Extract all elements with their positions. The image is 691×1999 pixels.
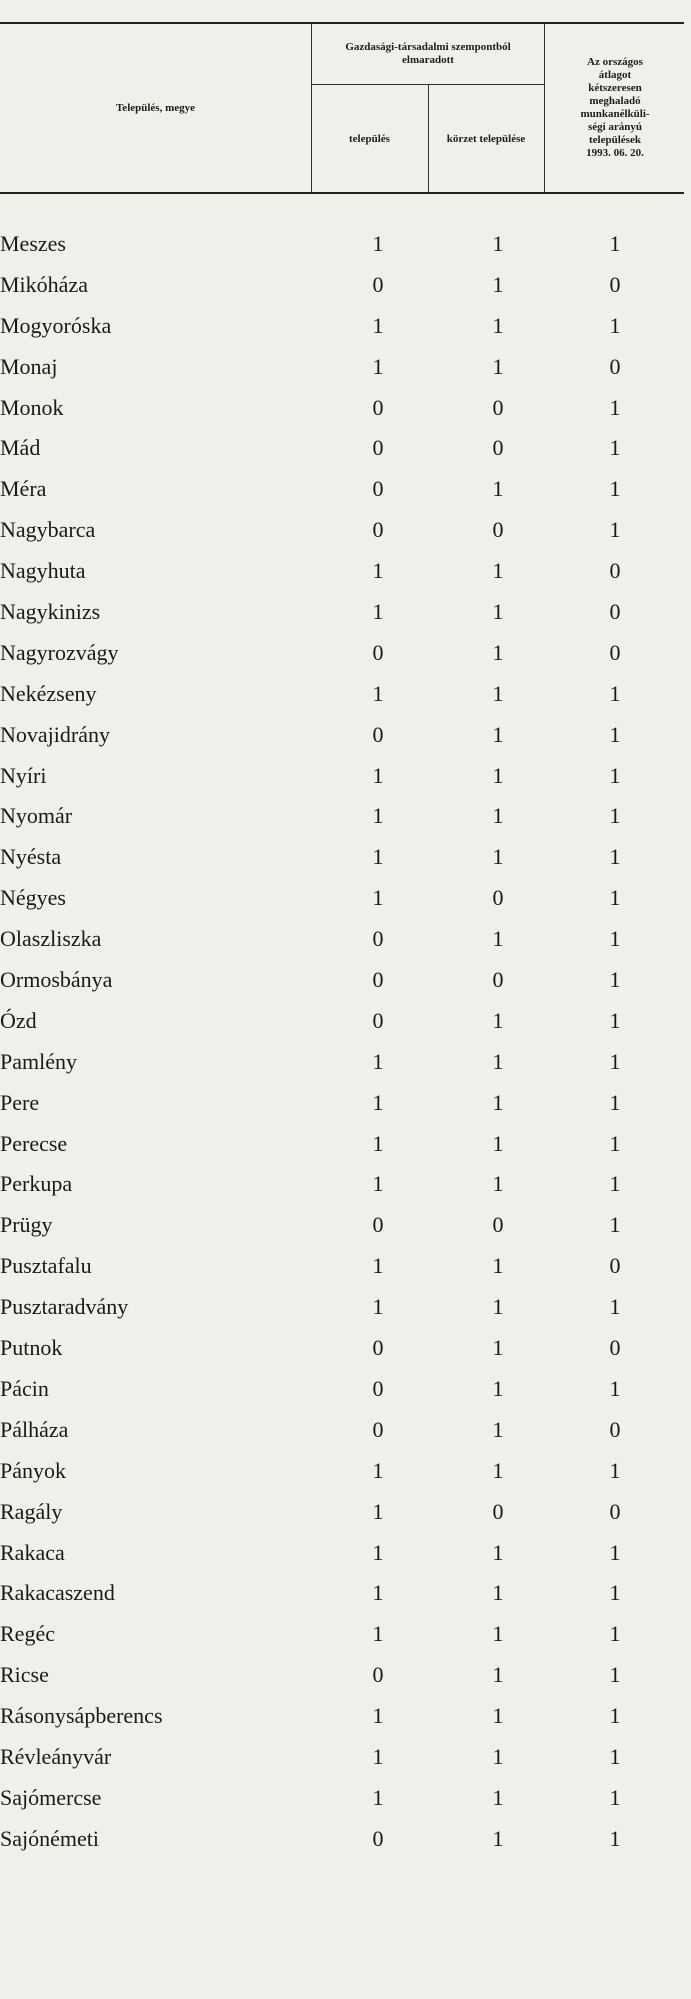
value-district: 1: [492, 476, 504, 502]
value-settlement: 0: [372, 394, 384, 420]
settlement-name: Ormosbánya: [0, 967, 113, 993]
value-district: 0: [492, 435, 504, 461]
table-row: [0, 1205, 691, 1246]
table-row: [0, 633, 691, 674]
value-district: 1: [492, 312, 504, 338]
value-unemployment: 1: [609, 435, 621, 461]
value-unemployment: 0: [609, 1416, 621, 1442]
value-district: 1: [492, 1335, 504, 1361]
value-settlement: 1: [372, 1294, 384, 1320]
table-row: [0, 1410, 691, 1451]
value-district: 1: [492, 1539, 504, 1565]
settlement-name: Pere: [0, 1089, 40, 1115]
value-district: 0: [492, 1212, 504, 1238]
value-unemployment: 1: [609, 1621, 621, 1647]
table-row: [0, 715, 691, 756]
table-body: [0, 224, 691, 1860]
value-settlement: 0: [372, 1662, 384, 1688]
value-unemployment: 1: [609, 1130, 621, 1156]
value-settlement: 1: [372, 1621, 384, 1647]
value-settlement: 1: [372, 1048, 384, 1074]
value-unemployment: 1: [609, 517, 621, 543]
value-district: 1: [492, 1580, 504, 1606]
table-row: [0, 265, 691, 306]
column-header-district-settlement: körzet települése: [446, 132, 526, 145]
table-row: [0, 347, 691, 388]
value-unemployment: 1: [609, 926, 621, 952]
value-unemployment: 1: [609, 1007, 621, 1033]
value-unemployment: 1: [609, 1662, 621, 1688]
value-unemployment: 1: [609, 1580, 621, 1606]
value-settlement: 1: [372, 1703, 384, 1729]
settlement-name: Prügy: [0, 1212, 53, 1238]
value-unemployment: 1: [609, 803, 621, 829]
header-divider: [544, 24, 545, 192]
table-row: [0, 469, 691, 510]
table-row: [0, 551, 691, 592]
value-district: 0: [492, 517, 504, 543]
column-header-settlement: Település, megye: [115, 101, 196, 114]
value-district: 0: [492, 967, 504, 993]
settlement-name: Nagyrozvágy: [0, 639, 119, 665]
header-divider: [311, 84, 544, 85]
value-settlement: 0: [372, 1375, 384, 1401]
value-unemployment: 1: [609, 1825, 621, 1851]
value-district: 1: [492, 231, 504, 256]
table-row: [0, 1492, 691, 1533]
value-settlement: 0: [372, 1825, 384, 1851]
settlement-name: Olaszliszka: [0, 926, 102, 952]
table-row: [0, 1778, 691, 1819]
value-unemployment: 1: [609, 231, 621, 256]
table-header: [0, 22, 684, 194]
value-district: 1: [492, 1457, 504, 1483]
value-settlement: 1: [372, 558, 384, 584]
value-unemployment: 1: [609, 762, 621, 788]
settlement-name: Nyíri: [0, 762, 47, 788]
settlement-name: Pamlény: [0, 1048, 77, 1074]
settlement-name: Révleányvár: [0, 1743, 112, 1769]
value-district: 0: [492, 1498, 504, 1524]
settlement-name: Monaj: [0, 353, 58, 379]
value-unemployment: 0: [609, 639, 621, 665]
value-unemployment: 1: [609, 1048, 621, 1074]
settlement-name: Rakaca: [0, 1539, 65, 1565]
value-unemployment: 1: [609, 1212, 621, 1238]
value-district: 1: [492, 1130, 504, 1156]
table-row: [0, 756, 691, 797]
value-unemployment: 0: [609, 353, 621, 379]
settlement-name: Mogyoróska: [0, 312, 112, 338]
value-settlement: 0: [372, 967, 384, 993]
table-row: [0, 224, 691, 265]
settlement-name: Mikóháza: [0, 271, 88, 297]
header-divider: [428, 84, 429, 192]
value-district: 0: [492, 885, 504, 911]
table-row: [0, 592, 691, 633]
settlement-name: Putnok: [0, 1335, 63, 1361]
value-unemployment: 0: [609, 599, 621, 625]
settlement-name: Nekézseny: [0, 680, 97, 706]
settlement-name: Perecse: [0, 1130, 68, 1156]
table-row: [0, 306, 691, 347]
value-settlement: 1: [372, 1743, 384, 1769]
value-district: 1: [492, 1007, 504, 1033]
value-district: 1: [492, 558, 504, 584]
value-district: 1: [492, 1253, 504, 1279]
table-row: [0, 1655, 691, 1696]
value-settlement: 1: [372, 1171, 384, 1197]
value-settlement: 0: [372, 1335, 384, 1361]
settlement-name: Nyomár: [0, 803, 73, 829]
value-unemployment: 1: [609, 1784, 621, 1810]
value-settlement: 1: [372, 1253, 384, 1279]
value-settlement: 1: [372, 844, 384, 870]
table-row: [0, 878, 691, 919]
value-unemployment: 0: [609, 1498, 621, 1524]
value-district: 1: [492, 721, 504, 747]
table-row: [0, 428, 691, 469]
table-row: [0, 674, 691, 715]
settlement-name: Pusztaradvány: [0, 1294, 129, 1320]
value-unemployment: 0: [609, 1335, 621, 1361]
value-unemployment: 1: [609, 844, 621, 870]
value-district: 1: [492, 1089, 504, 1115]
settlement-name: Ózd: [0, 1007, 37, 1033]
value-settlement: 1: [372, 1498, 384, 1524]
value-district: 1: [492, 353, 504, 379]
value-settlement: 0: [372, 517, 384, 543]
table-row: [0, 1287, 691, 1328]
table-row: [0, 1328, 691, 1369]
table-row: [0, 1573, 691, 1614]
value-unemployment: 1: [609, 476, 621, 502]
settlement-name: Novajidrány: [0, 721, 110, 747]
settlement-name: Sajómercse: [0, 1784, 102, 1810]
value-settlement: 0: [372, 1416, 384, 1442]
value-settlement: 1: [372, 762, 384, 788]
value-unemployment: 1: [609, 1539, 621, 1565]
settlement-name: Meszes: [0, 231, 66, 256]
value-district: 1: [492, 1743, 504, 1769]
value-unemployment: 1: [609, 312, 621, 338]
table-row: [0, 1001, 691, 1042]
settlement-name: Pácin: [0, 1375, 49, 1401]
value-district: 1: [492, 639, 504, 665]
value-district: 1: [492, 1662, 504, 1688]
settlement-name: Ragály: [0, 1498, 63, 1524]
settlement-name: Rakacaszend: [0, 1580, 115, 1606]
column-header-unemployment: Az országos átlagot kétszeresen meghaladó munkanélküli- ségi arányú települések 1993. 06. 20.: [580, 56, 650, 159]
table-row: [0, 919, 691, 960]
table-row: [0, 388, 691, 429]
value-settlement: 0: [372, 639, 384, 665]
value-settlement: 1: [372, 1539, 384, 1565]
table-row: [0, 796, 691, 837]
settlement-name: Nyésta: [0, 844, 62, 870]
settlement-name: Pányok: [0, 1457, 66, 1483]
value-unemployment: 0: [609, 271, 621, 297]
value-unemployment: 1: [609, 1375, 621, 1401]
table-row: [0, 1124, 691, 1165]
value-unemployment: 1: [609, 1703, 621, 1729]
table-row: [0, 1083, 691, 1124]
value-district: 1: [492, 1621, 504, 1647]
value-settlement: 1: [372, 1580, 384, 1606]
value-unemployment: 1: [609, 1294, 621, 1320]
settlement-name: Regéc: [0, 1621, 55, 1647]
table-row: [0, 1246, 691, 1287]
value-district: 1: [492, 1294, 504, 1320]
column-group-header-underdeveloped: Gazdasági-társadalmi szempontból elmaradott: [345, 41, 511, 66]
value-settlement: 1: [372, 353, 384, 379]
table-row: [0, 1737, 691, 1778]
value-settlement: 1: [372, 1784, 384, 1810]
value-district: 1: [492, 1171, 504, 1197]
value-district: 1: [492, 762, 504, 788]
value-district: 1: [492, 1416, 504, 1442]
settlement-name: Méra: [0, 476, 47, 502]
settlement-name: Pálháza: [0, 1416, 69, 1442]
settlement-name: Monok: [0, 394, 64, 420]
value-district: 1: [492, 1784, 504, 1810]
value-district: 1: [492, 926, 504, 952]
value-settlement: 1: [372, 1130, 384, 1156]
table-row: [0, 1451, 691, 1492]
value-settlement: 0: [372, 1212, 384, 1238]
value-unemployment: 0: [609, 558, 621, 584]
settlement-name: Ricse: [0, 1662, 49, 1688]
table-row: [0, 1819, 691, 1860]
value-unemployment: 1: [609, 1457, 621, 1483]
table-row: [0, 1614, 691, 1655]
value-district: 1: [492, 599, 504, 625]
settlement-name: Nagykinizs: [0, 599, 101, 625]
value-settlement: 1: [372, 885, 384, 911]
settlement-name: Rásonysápberencs: [0, 1703, 163, 1729]
value-district: 1: [492, 1048, 504, 1074]
value-settlement: 1: [372, 1457, 384, 1483]
value-settlement: 1: [372, 1089, 384, 1115]
value-district: 1: [492, 1825, 504, 1851]
value-settlement: 0: [372, 1007, 384, 1033]
table-row: [0, 837, 691, 878]
value-unemployment: 1: [609, 394, 621, 420]
settlement-name: Perkupa: [0, 1171, 73, 1197]
value-settlement: 1: [372, 312, 384, 338]
value-district: 1: [492, 1375, 504, 1401]
value-unemployment: 1: [609, 680, 621, 706]
settlement-name: Sajónémeti: [0, 1825, 99, 1851]
table-row: [0, 960, 691, 1001]
table-row: [0, 1369, 691, 1410]
value-unemployment: 0: [609, 1253, 621, 1279]
value-settlement: 1: [372, 803, 384, 829]
value-unemployment: 1: [609, 885, 621, 911]
settlement-name: Mád: [0, 435, 41, 461]
value-unemployment: 1: [609, 1089, 621, 1115]
settlement-name: Pusztafalu: [0, 1253, 92, 1279]
value-settlement: 0: [372, 435, 384, 461]
value-district: 1: [492, 844, 504, 870]
table-row: [0, 1533, 691, 1574]
settlement-name: Négyes: [0, 885, 66, 911]
value-unemployment: 1: [609, 967, 621, 993]
value-district: 1: [492, 271, 504, 297]
value-district: 1: [492, 680, 504, 706]
value-settlement: 0: [372, 721, 384, 747]
table-row: [0, 1164, 691, 1205]
value-settlement: 0: [372, 271, 384, 297]
settlement-name: Nagybarca: [0, 517, 96, 543]
value-settlement: 1: [372, 599, 384, 625]
value-unemployment: 1: [609, 1743, 621, 1769]
table-row: [0, 1696, 691, 1737]
column-header-settlement-sub: település: [349, 132, 390, 145]
value-settlement: 0: [372, 476, 384, 502]
table-row: [0, 1042, 691, 1083]
value-settlement: 0: [372, 926, 384, 952]
value-unemployment: 1: [609, 1171, 621, 1197]
value-district: 1: [492, 1703, 504, 1729]
table-row: [0, 510, 691, 551]
value-district: 0: [492, 394, 504, 420]
settlement-name: Nagyhuta: [0, 558, 86, 584]
value-unemployment: 1: [609, 721, 621, 747]
value-settlement: 1: [372, 231, 384, 256]
value-settlement: 1: [372, 680, 384, 706]
value-district: 1: [492, 803, 504, 829]
